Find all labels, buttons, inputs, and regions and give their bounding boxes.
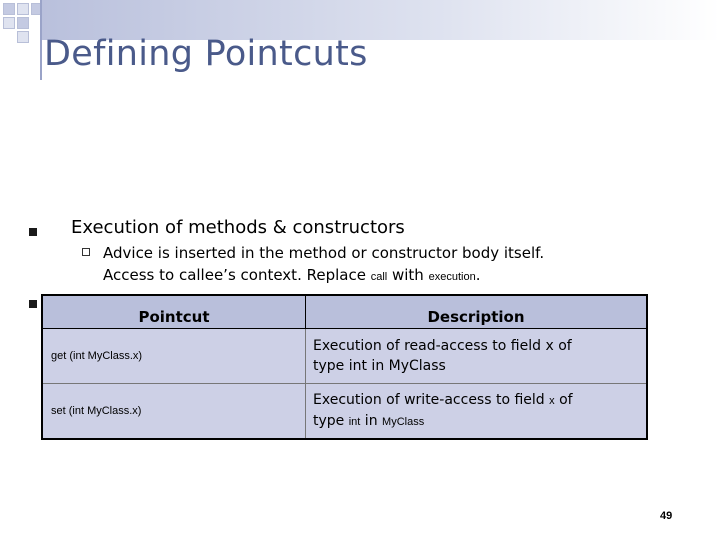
sub-bullet-marker [82,248,90,256]
desc-line1 [313,390,646,411]
desc-line2: type int in MyClass [313,358,446,374]
title-accent-line [40,0,42,80]
desc-text: type [313,413,349,429]
slide-title: Defining Pointcuts [44,34,368,74]
sub-bullet-line2 [103,265,480,287]
cell-description [306,384,648,440]
table-row [42,329,647,384]
decorative-square [17,3,29,15]
decorative-square [17,31,29,43]
table-row [42,384,647,440]
decorative-square [3,3,15,15]
code-call: call [370,271,388,283]
code-x: x [549,395,555,407]
decorative-square [17,17,29,29]
desc-text: of [554,392,573,408]
desc-text: in [360,413,383,429]
header-pointcut: Pointcut [42,295,306,329]
cell-pointcut: set (int MyClass.x) [42,384,306,440]
bullet-marker [29,300,37,308]
sub-bullet-line2-period: . [475,266,481,284]
code-myclass: MyClass [382,416,425,428]
code-int: int [348,416,361,428]
page-number: 49 [660,510,673,522]
cell-pointcut: get (int MyClass.x) [42,329,306,384]
pointcut-table [41,294,648,440]
desc-line2 [313,411,646,432]
desc-text: Execution of write-access to field [313,392,550,408]
sub-bullet-line1: Advice is inserted in the method or constructor body itself. [103,244,545,262]
sub-bullet-line2-text: Access to callee’s context. Replace [103,266,371,284]
code-execution: execution [428,271,476,283]
decorative-square [3,17,15,29]
header-description: Description [306,295,648,329]
bullet-text-execution: Execution of methods & constructors [71,217,405,238]
desc-line1: Execution of read-access to field x of [313,338,572,354]
bullet-marker [29,228,37,236]
sub-bullet-line2-with: with [387,266,429,284]
cell-description [306,329,648,384]
